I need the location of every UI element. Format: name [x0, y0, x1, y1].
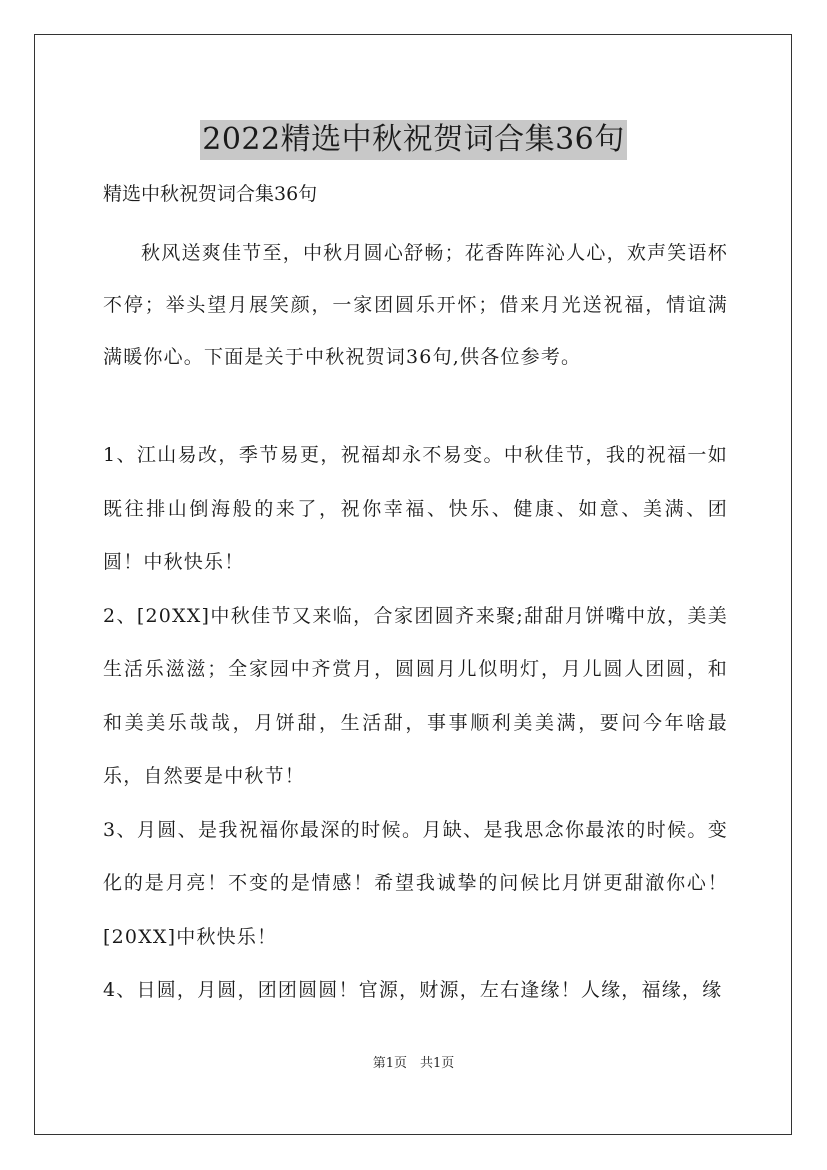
- page-footer: 第1页 共1页: [372, 1056, 455, 1071]
- greeting-item-1: 1、江山易改，季节易更，祝福却永不易变。中秋佳节，我的祝福一如既往排山倒海般的来了，祝你幸福、快乐、健康、如意、美满、团圆！中秋快乐！: [103, 444, 728, 573]
- intro-paragraph: 秋风送爽佳节至，中秋月圆心舒畅；花香阵阵沁人心，欢声笑语杯不停；举头望月展笑颜，一家团圆乐开怀；借来月光送祝福，情谊满满暖你心。下面是关于中秋祝贺词36句,供各位参考。: [103, 242, 728, 368]
- greeting-item-4: 4、日圆，月圆，团团圆圆！官源，财源，左右逢缘！人缘，福缘，缘: [103, 979, 723, 1001]
- document-subtitle: 精选中秋祝贺词合集36句: [103, 183, 318, 205]
- greeting-item-2: 2、[20XX]中秋佳节又来临，合家团圆齐来聚;甜甜月饼嘴中放，美美生活乐滋滋；全家园中齐赏月，圆圆月儿似明灯，月儿圆人团圆，和和美美乐哉哉，月饼甜，生活甜，事事顺利美美满，要问今年啥最乐，自然要是中秋节！: [103, 604, 728, 787]
- document-body: [103, 175, 728, 1018]
- document-title: 2022精选中秋祝贺词合集36句: [200, 120, 627, 160]
- greeting-list: [103, 429, 728, 1018]
- greeting-item-3: 3、月圆、是我祝福你最深的时候。月缺、是我思念你最浓的时候。变化的是月亮！不变的是情感！希望我诚挚的问候比月饼更甜澈你心！[20XX]中秋快乐！: [103, 818, 728, 948]
- title-container: [0, 100, 827, 180]
